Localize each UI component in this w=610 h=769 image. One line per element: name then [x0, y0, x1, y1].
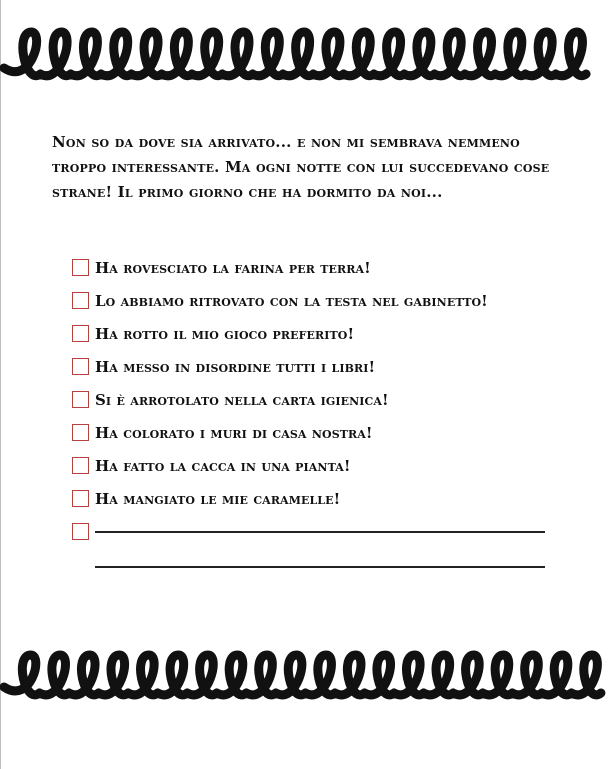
- checklist-item-label: Lo abbiamo ritrovato con la testa nel gabinetto!: [95, 292, 488, 310]
- checkbox[interactable]: [72, 259, 89, 276]
- checklist-item: [72, 389, 592, 422]
- checkbox[interactable]: [72, 325, 89, 342]
- checkbox[interactable]: [72, 523, 89, 540]
- checklist-item-label: Ha rovesciato la farina per terra!: [95, 259, 371, 277]
- checklist-item-label: Ha colorato i muri di casa nostra!: [95, 424, 373, 442]
- checklist-item-blank: [72, 521, 592, 554]
- checklist: [72, 257, 592, 554]
- checklist-item-label: Si è arrotolato nella carta igienica!: [95, 391, 389, 409]
- checkbox[interactable]: [72, 457, 89, 474]
- checkbox[interactable]: [72, 358, 89, 375]
- checklist-item: [72, 356, 592, 389]
- checklist-item-label: Ha fatto la cacca in una pianta!: [95, 457, 351, 475]
- checklist-item-label: Ha mangiato le mie caramelle!: [95, 490, 341, 508]
- checklist-item: [72, 257, 592, 290]
- checklist-item: [72, 290, 592, 323]
- checkbox[interactable]: [72, 490, 89, 507]
- checklist-item: [72, 488, 592, 521]
- write-in-line[interactable]: [95, 566, 545, 568]
- checklist-item: [72, 455, 592, 488]
- checkbox[interactable]: [72, 292, 89, 309]
- bottom-squiggle-decoration: [0, 635, 610, 755]
- checkbox[interactable]: [72, 424, 89, 441]
- write-in-line[interactable]: [95, 531, 545, 533]
- checklist-item-label: Ha messo in disordine tutti i libri!: [95, 358, 376, 376]
- checklist-item: [72, 422, 592, 455]
- checklist-item-label: Ha rotto il mio gioco preferito!: [95, 325, 355, 343]
- checkbox[interactable]: [72, 391, 89, 408]
- intro-paragraph: Non so da dove sia arrivato... e non mi sembrava nemmeno troppo interessante. Ma ogni notte con lui succedevano cose strane! Il primo giorno che ha dormito da noi...: [52, 133, 550, 201]
- checklist-item: [72, 323, 592, 356]
- top-squiggle-decoration: [0, 0, 610, 120]
